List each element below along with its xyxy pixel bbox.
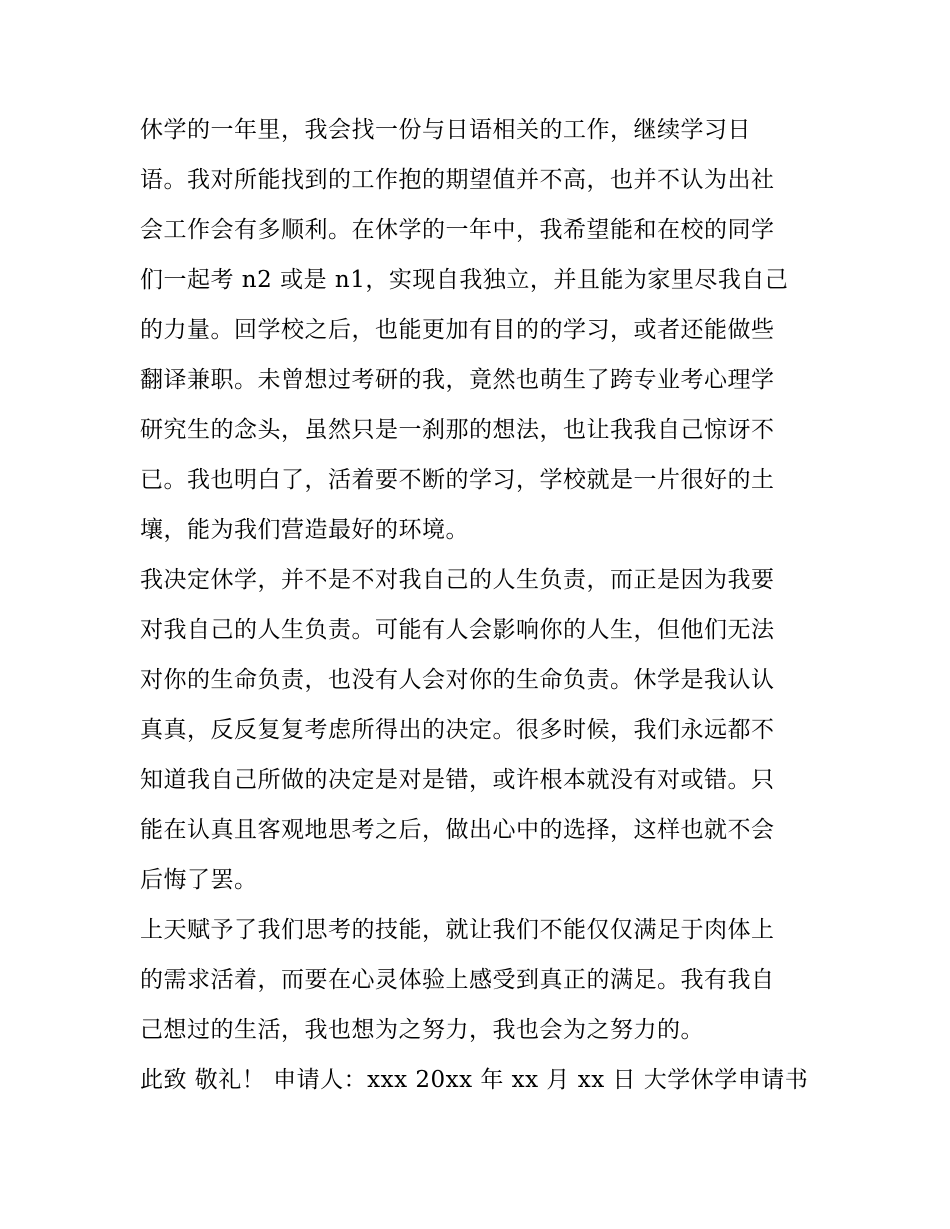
text-line: 上天赋予了我们思考的技能，就让我们不能仅仅满足于肉体上 [140, 917, 775, 943]
text-line: 已。我也明白了，活着要不断的学习，学校就是一片很好的土 [140, 467, 775, 493]
text-line: 语。我对所能找到的工作抱的期望值并不高，也并不认为出社 [140, 167, 775, 193]
text-line: 的力量。回学校之后，也能更加有目的的学习，或者还能做些 [140, 317, 775, 343]
text-line: 真真，反反复复考虑所得出的决定。很多时候，我们永远都不 [140, 717, 775, 743]
closing-signature-line: 此致 敬礼！ 申请人：xxx 20xx 年 xx 月 xx 日 大学休学申请书 [140, 1067, 809, 1093]
text-line: 休学的一年里，我会找一份与日语相关的工作，继续学习日 [140, 117, 751, 143]
text-line: 研究生的念头，虽然只是一刹那的想法，也让我我自己惊讶不 [140, 417, 775, 443]
text-line: 能在认真且客观地思考之后，做出心中的选择，这样也就不会 [140, 817, 775, 843]
text-line: 翻译兼职。未曾想过考研的我，竟然也萌生了跨专业考心理学 [140, 367, 775, 393]
text-line: 我决定休学，并不是不对我自己的人生负责，而正是因为我要 [140, 567, 775, 593]
document-body [140, 110, 812, 1110]
text-line: 对你的生命负责，也没有人会对你的生命负责。休学是我认认 [140, 667, 775, 693]
text-line: 对我自己的人生负责。可能有人会影响你的人生，但他们无法 [140, 617, 775, 643]
text-line: 们一起考 n2 或是 n1，实现自我独立，并且能为家里尽我自己 [140, 267, 789, 293]
text-line: 己想过的生活，我也想为之努力，我也会为之努力的。 [140, 1017, 704, 1043]
text-line: 知道我自己所做的决定是对是错，或许根本就没有对或错。只 [140, 767, 775, 793]
text-line: 的需求活着，而要在心灵体验上感受到真正的满足。我有我自 [140, 967, 775, 993]
text-line: 会工作会有多顺利。在休学的一年中，我希望能和在校的同学 [140, 217, 775, 243]
text-line: 后悔了罢。 [140, 867, 258, 893]
text-line: 壤，能为我们营造最好的环境。 [140, 517, 469, 543]
